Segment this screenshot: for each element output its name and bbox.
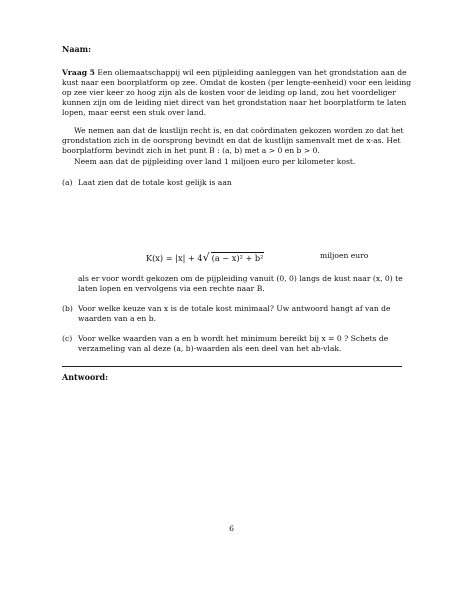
question-intro-line: lopen, maar eerst een stuk over land. xyxy=(62,108,207,118)
part-b-line: Voor welke keuze van x is de totale kost minimaal? Uw antwoord hangt af van de xyxy=(78,304,391,313)
part-a-followup xyxy=(78,274,408,294)
question-intro-line: op zee vier keer zo hoog zijn als de kosten voor de leiding op land, zou het voordeliger xyxy=(62,88,396,98)
formula-unit: miljoen euro xyxy=(320,251,369,260)
paragraph-line: grondstation zich in de oorsprong bevindt en dat de kustlijn samenvalt met de x-as. Het xyxy=(62,136,401,146)
paragraph-line: We nemen aan dat de kustlijn recht is, en dat coördinaten gekozen worden zo dat het xyxy=(74,126,404,135)
formula-radicand: (a − x)² + b² xyxy=(211,253,264,263)
question-intro-line: Vraag 5 Een oliemaatschappij wil een pijpleiding aanleggen van het grondstation aan de xyxy=(62,68,407,77)
question-paragraph-2 xyxy=(62,126,408,156)
part-b-text xyxy=(78,304,408,324)
part-a-followup-line: laten lopen en vervolgens via een rechte naar B. xyxy=(78,284,265,294)
question-intro xyxy=(62,68,412,118)
question-intro-line: kust naar een boorplatform op zee. Omdat de kosten (per lengte-eenheid) voor een leiding xyxy=(62,78,412,88)
answer-label: Antwoord: xyxy=(62,372,109,382)
name-label: Naam: xyxy=(62,44,92,54)
question-intro-line: kunnen zijn om de leiding niet direct van het grondstation naar het boorplatform te laten xyxy=(62,98,407,108)
paragraph-line: boorplatform bevindt zich in het punt B : (a, b) met a > 0 en b > 0. xyxy=(62,146,320,156)
formula-lhs: K(x) = |x| + 4 xyxy=(146,253,203,263)
question-paragraph-3: Neem aan dat de pijpleiding over land 1 miljoen euro per kilometer kost. xyxy=(74,157,356,166)
part-a-followup-line: als er voor wordt gekozen om de pijpleiding vanuit (0, 0) langs de kust naar (x, 0) te xyxy=(78,274,403,283)
part-b-line: waarden van a en b. xyxy=(78,314,156,324)
part-a-text xyxy=(78,178,408,188)
part-c-line: verzameling van al deze (a, b)-waarden als een deel van het ab-vlak. xyxy=(78,344,342,354)
part-a-line: Laat zien dat de totale kost gelijk is aan xyxy=(78,178,232,187)
question-label: Vraag 5 xyxy=(62,68,95,77)
part-b-label: (b) xyxy=(62,304,73,313)
answer-divider xyxy=(62,366,402,367)
cost-formula xyxy=(146,251,264,264)
part-a-label: (a) xyxy=(62,178,73,187)
part-c-label: (c) xyxy=(62,334,73,343)
part-c-line: Voor welke waarden van a en b wordt het minimum bereikt bij x = 0 ? Schets de xyxy=(78,334,389,343)
page-number: 6 xyxy=(229,524,234,533)
sqrt-icon: √ xyxy=(202,251,210,264)
part-c-text xyxy=(78,334,408,354)
